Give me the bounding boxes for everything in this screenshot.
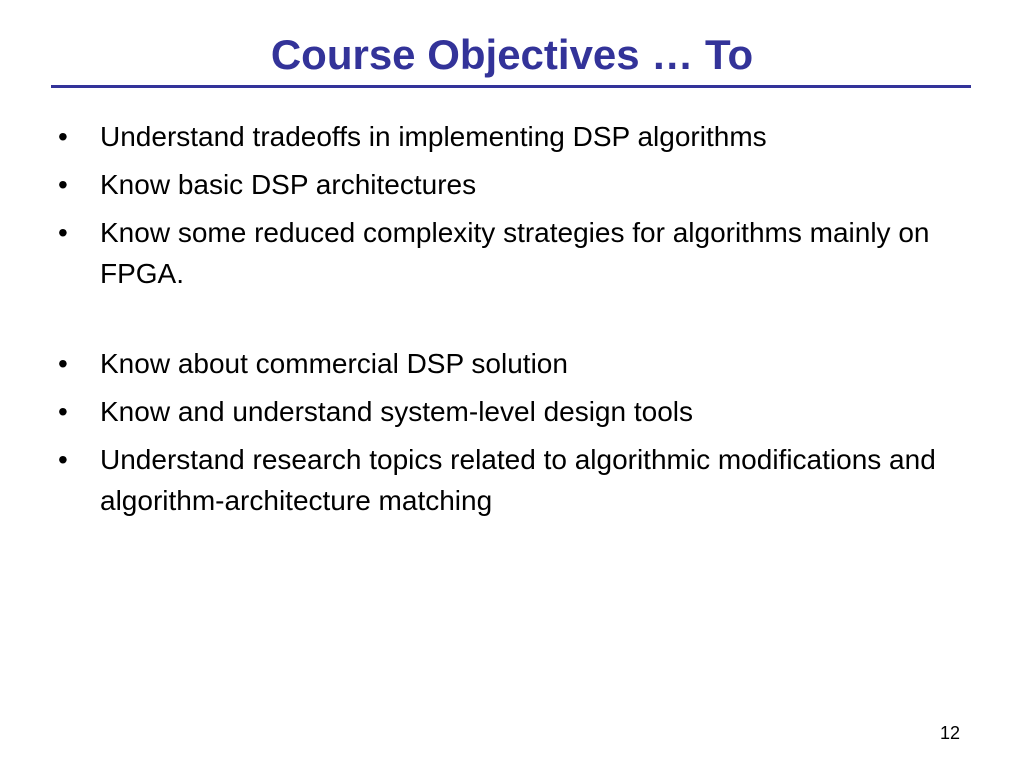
objectives-list bbox=[58, 116, 978, 528]
list-item-text: Understand research topics related to algorithmic modifications and algorithm-architecture matching bbox=[100, 444, 936, 516]
bullet-icon: • bbox=[58, 348, 68, 379]
list-item-text: Know and understand system-level design tools bbox=[100, 396, 694, 427]
bullet-icon: • bbox=[58, 169, 68, 200]
bullet-icon: • bbox=[58, 217, 68, 248]
list-item bbox=[58, 212, 978, 294]
list-item-text: Know basic DSP architectures bbox=[100, 169, 477, 200]
slide-title: Course Objectives … To bbox=[270, 31, 754, 78]
list-item bbox=[58, 391, 978, 432]
list-item-text: Know some reduced complexity strategies for algorithms mainly on FPGA. bbox=[100, 217, 930, 289]
list-item-text: Understand tradeoffs in implementing DSP algorithms bbox=[100, 121, 767, 152]
list-item bbox=[58, 343, 978, 384]
list-item bbox=[58, 164, 978, 205]
bullet-icon: • bbox=[58, 444, 68, 475]
list-item-text: Know about commercial DSP solution bbox=[100, 348, 568, 379]
list-item bbox=[58, 116, 978, 157]
list-item bbox=[58, 439, 978, 521]
bullet-icon: • bbox=[58, 396, 68, 427]
bullet-icon: • bbox=[58, 121, 68, 152]
page-number: 12 bbox=[939, 723, 960, 743]
title-underline bbox=[51, 85, 971, 88]
